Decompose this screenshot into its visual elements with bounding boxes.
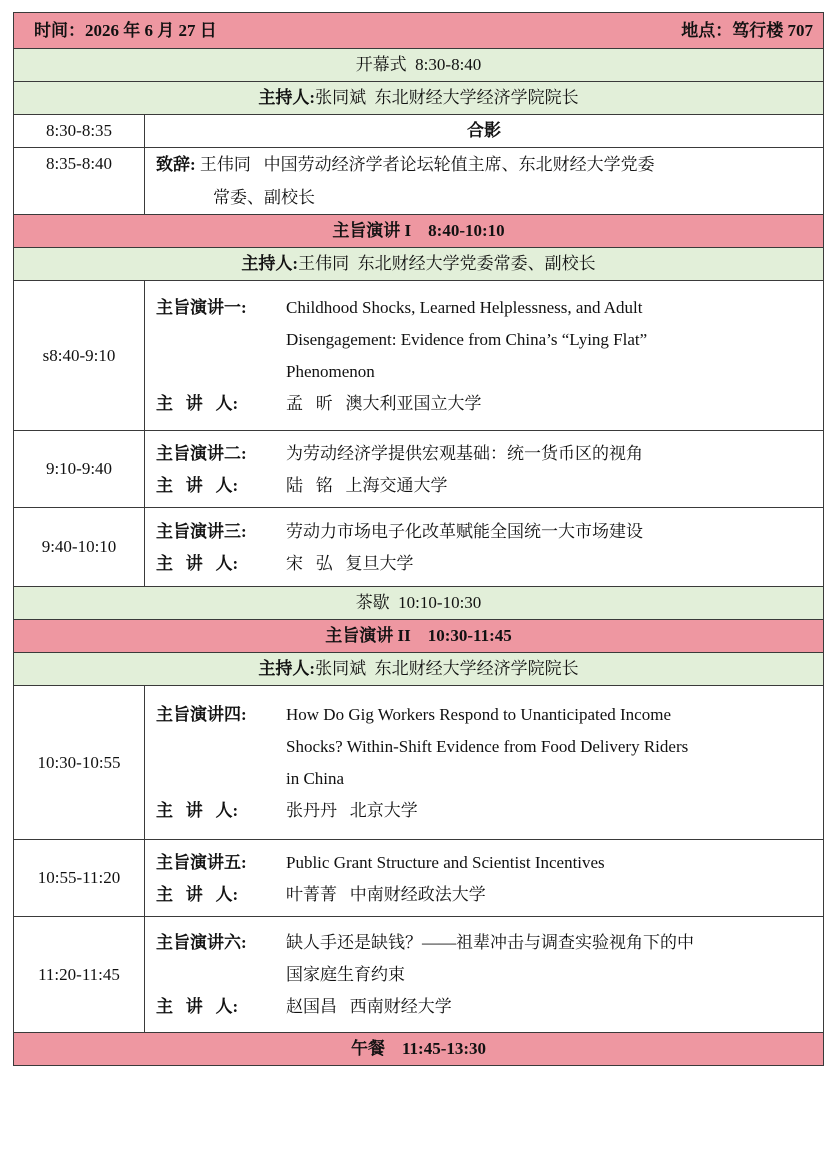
talk-label: 主旨演讲六:	[156, 933, 247, 952]
header-row	[14, 13, 824, 49]
speech-line2: 常委、副校长	[213, 188, 315, 207]
speech-time: 8:35-8:40	[14, 148, 145, 215]
session2-title: 主旨演讲 II 10:30-11:45	[14, 620, 824, 653]
speaker-name: 陆 铭 上海交通大学	[286, 475, 448, 495]
host-name: 王伟同 东北财经大学党委常委、副校长	[298, 254, 596, 273]
talk-label: 主旨演讲四:	[156, 705, 247, 724]
opening-host-row	[14, 82, 824, 115]
talk-time: 11:20-11:45	[14, 917, 145, 1033]
session2-host-row	[14, 653, 824, 686]
talk-title-line: Phenomenon	[286, 362, 375, 381]
talk-time: 9:40-10:10	[14, 508, 145, 587]
talk-cell	[145, 281, 824, 431]
talk-title-line: How Do Gig Workers Respond to Unanticipated Income	[286, 705, 671, 724]
host-name: 张同斌 东北财经大学经济学院院长	[315, 659, 579, 678]
speech-label: 致辞:	[156, 155, 196, 174]
speaker-label: 主 讲 人:	[156, 553, 239, 573]
session1-host-row	[14, 248, 824, 281]
host-name: 张同斌 东北财经大学经济学院院长	[315, 88, 579, 107]
talk-time: 10:30-10:55	[14, 686, 145, 840]
talk-title-line: Shocks? Within-Shift Evidence from Food Delivery Riders	[286, 737, 689, 756]
talk-cell	[145, 686, 824, 840]
talk-cell	[145, 917, 824, 1033]
speech-cell	[145, 148, 824, 215]
host-label: 主持人:	[258, 659, 316, 678]
photo-label: 合影	[145, 115, 824, 148]
talk-label: 主旨演讲五:	[156, 852, 247, 872]
schedule-table	[13, 12, 824, 1066]
talk-title-line: 国家庭生育约束	[286, 965, 405, 984]
speech-line1: 王伟同 中国劳动经济学者论坛轮值主席、东北财经大学党委	[199, 155, 655, 174]
speaker-label: 主 讲 人:	[156, 801, 239, 820]
speaker-label: 主 讲 人:	[156, 475, 239, 495]
speaker-name: 赵国昌 西南财经大学	[286, 997, 452, 1016]
talk-title-line: Disengagement: Evidence from China’s “Lying Flat”	[286, 330, 648, 349]
host-label: 主持人:	[241, 254, 299, 273]
talk-title-line: 劳动力市场电子化改革赋能全国统一大市场建设	[286, 521, 643, 541]
photo-time: 8:30-8:35	[14, 115, 145, 148]
talk-time: s8:40-9:10	[14, 281, 145, 431]
date-label: 时间：2026 年 6 月 27 日	[34, 20, 217, 40]
tea-break: 茶歇 10:10-10:30	[14, 587, 824, 620]
speaker-name: 宋 弘 复旦大学	[286, 553, 414, 573]
talk-cell	[145, 840, 824, 917]
speaker-name: 叶菁菁 中南财经政法大学	[286, 884, 486, 904]
speaker-name: 孟 昕 澳大利亚国立大学	[286, 394, 482, 413]
talk-label: 主旨演讲三:	[156, 521, 247, 541]
speaker-label: 主 讲 人:	[156, 997, 239, 1016]
talk-title-line: 缺人手还是缺钱？——祖辈冲击与调查实验视角下的中	[286, 933, 694, 952]
talk-cell	[145, 508, 824, 587]
talk-label: 主旨演讲二:	[156, 443, 247, 463]
talk-cell	[145, 431, 824, 508]
speaker-label: 主 讲 人:	[156, 884, 239, 904]
host-label: 主持人:	[258, 88, 316, 107]
speaker-name: 张丹丹 北京大学	[286, 801, 418, 820]
talk-time: 9:10-9:40	[14, 431, 145, 508]
place-label: 地点：笃行楼 707	[681, 20, 813, 40]
session1-title: 主旨演讲 I 8:40-10:10	[14, 215, 824, 248]
lunch-row: 午餐 11:45-13:30	[14, 1033, 824, 1066]
talk-title-line: Public Grant Structure and Scientist Incentives	[286, 852, 605, 872]
talk-title-line: in China	[286, 769, 345, 788]
talk-time: 10:55-11:20	[14, 840, 145, 917]
speaker-label: 主 讲 人:	[156, 394, 239, 413]
opening-title: 开幕式 8:30-8:40	[14, 49, 824, 82]
talk-label: 主旨演讲一:	[156, 298, 247, 317]
talk-title-line: Childhood Shocks, Learned Helplessness, and Adult	[286, 298, 643, 317]
talk-title-line: 为劳动经济学提供宏观基础：统一货币区的视角	[286, 443, 643, 463]
